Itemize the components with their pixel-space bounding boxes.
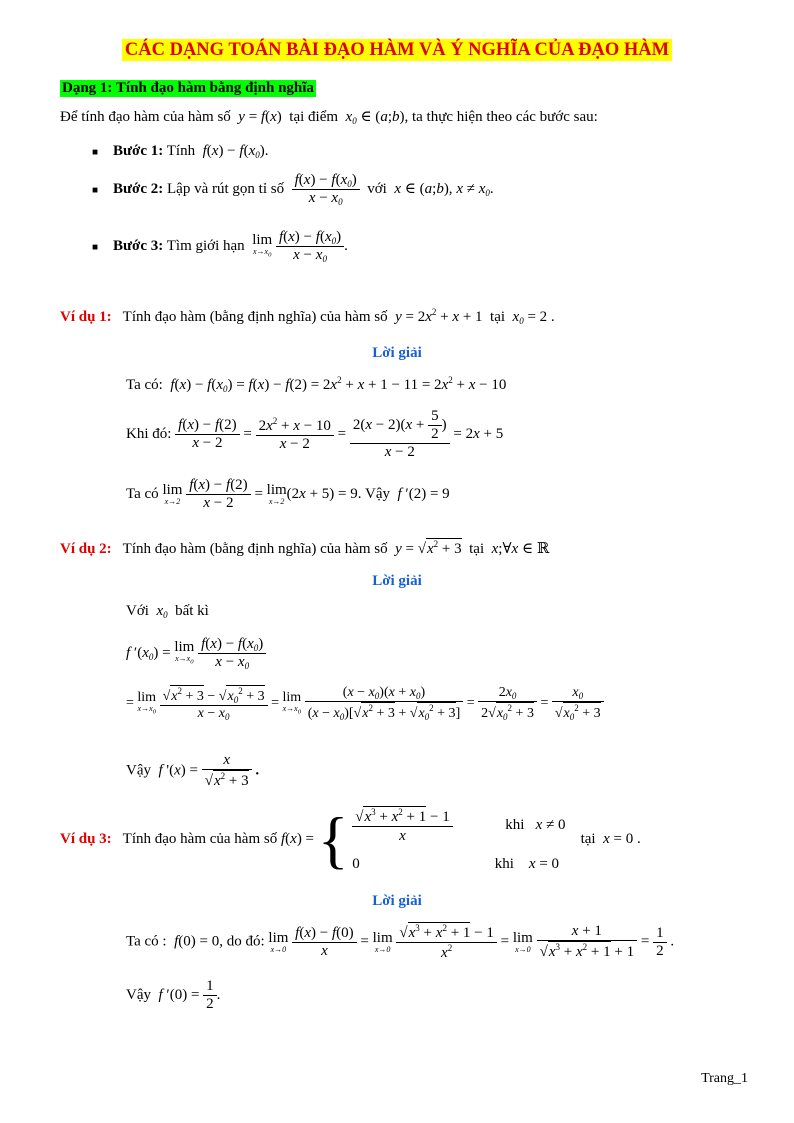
- ex1-step2: Khi đó: $\frac{f(x) - f(2)}{x - 2}$ = $\frac{2x^2 + x - 10}{x - 2}$ = 2(x − 2)(x + $\frac{5}{2}$ ) x − 2 = 2x + 5: [126, 408, 504, 460]
- step-3: ■ Bước 3: Tìm giới hạn lim $x\to x_0$ $\frac{f(x) - f(x_0)}{x - x_0}$ .: [92, 229, 348, 264]
- solution-heading-3: Lời giải: [372, 893, 422, 909]
- step-1: ■ Bước 1: Tính $f(x) - f(x_0)$.: [92, 143, 269, 160]
- ex2-step2: = lim $x\to x_0$ $\frac{√x^2 + 3 - √x_0^2 + 3}{x - x_0}$ = lim $x\to x_0$ $\frac{(x - x_0)(x + x_0)}{(x - x_0)[√x^2 + 3 + √x_0^2 + 3]}$ = $\frac{2x_0}{2√x_0^2 + 3}$ = $\frac{x_0}{√x_0^2 + 3}$: [126, 685, 604, 722]
- ex2-conclusion: Vậy f '(x) = $\frac{x}{√x^2 + 3}$ .: [126, 752, 260, 789]
- intro-line: Để tính đạo hàm của hàm số y = f(x) tại điểm $x_0$ ∈ (a;b), ta thực hiện theo các bước sau:: [60, 109, 598, 126]
- solution-heading: Lời giải: [372, 345, 422, 361]
- ex1-step3: Ta có lim x→2 $\frac{f(x) - f(2)}{x - 2}$ = lim x→2 (2x + 5) = 9. Vậy f ′(2) = 9: [126, 477, 450, 511]
- ex3-step1: Ta có : f(0) = 0, do đó: lim x→0 $\frac{f(x) - f(0)}{x}$ = lim x→0 $\frac{√x^3 + x^2 + 1 - 1}{x^2}$ = lim x→0 $\frac{x + 1}{√x^3 + x^2 + 1 + 1}$ = $\frac{1}{2}$ .: [126, 923, 675, 961]
- ex3-conclusion: Vậy f ′(0) = $\frac{1}{2}$ .: [126, 978, 221, 1012]
- ex2-step1: f $'(x_0)$ = lim $x\to x_0$ $\frac{f(x) - f(x_0)}{x - x_0}$: [126, 636, 266, 671]
- page-title: CÁC DẠNG TOÁN BÀI ĐẠO HÀM VÀ Ý NGHĨA CỦA ĐẠO HÀM: [0, 40, 794, 61]
- step-2: ■ Bước 2: Lập và rút gọn tỉ số $\frac{f(x) - f(x_0)}{x - x_0}$ với x ∈ (a;b), $x \ne x_0$.: [92, 172, 494, 207]
- example-1: Ví dụ 1: Tính đạo hàm (bằng định nghĩa) của hàm số $y = 2x^2 + x + 1$ tại $x_0 = 2$ .: [60, 307, 555, 326]
- section-heading: Dạng 1: Tính đạo hàm bằng định nghĩa: [62, 80, 314, 96]
- ex2-with: Với $x_0$ bất kì: [126, 603, 209, 620]
- solution-heading-2: Lời giải: [372, 573, 422, 589]
- page-number: Trang_1: [701, 1071, 748, 1086]
- example-2: Ví dụ 2: Tính đạo hàm (bằng định nghĩa) của hàm số $y = √x^2 + 3$ tại x;∀x ∈ ℝ: [60, 539, 550, 557]
- ex1-step1: Ta có: $f(x) - f(x_0) = f(x) - f(2) = 2x^2 + x + 1 - 11 = 2x^2 + x - 10$: [126, 375, 507, 394]
- example-3: Ví dụ 3: Tính đạo hàm của hàm số f(x) = { $\frac{√x^3 + x^2 + 1 - 1}{x}$ khi x ≠ 0 0 khi x = 0 tại x = 0 .: [60, 803, 641, 875]
